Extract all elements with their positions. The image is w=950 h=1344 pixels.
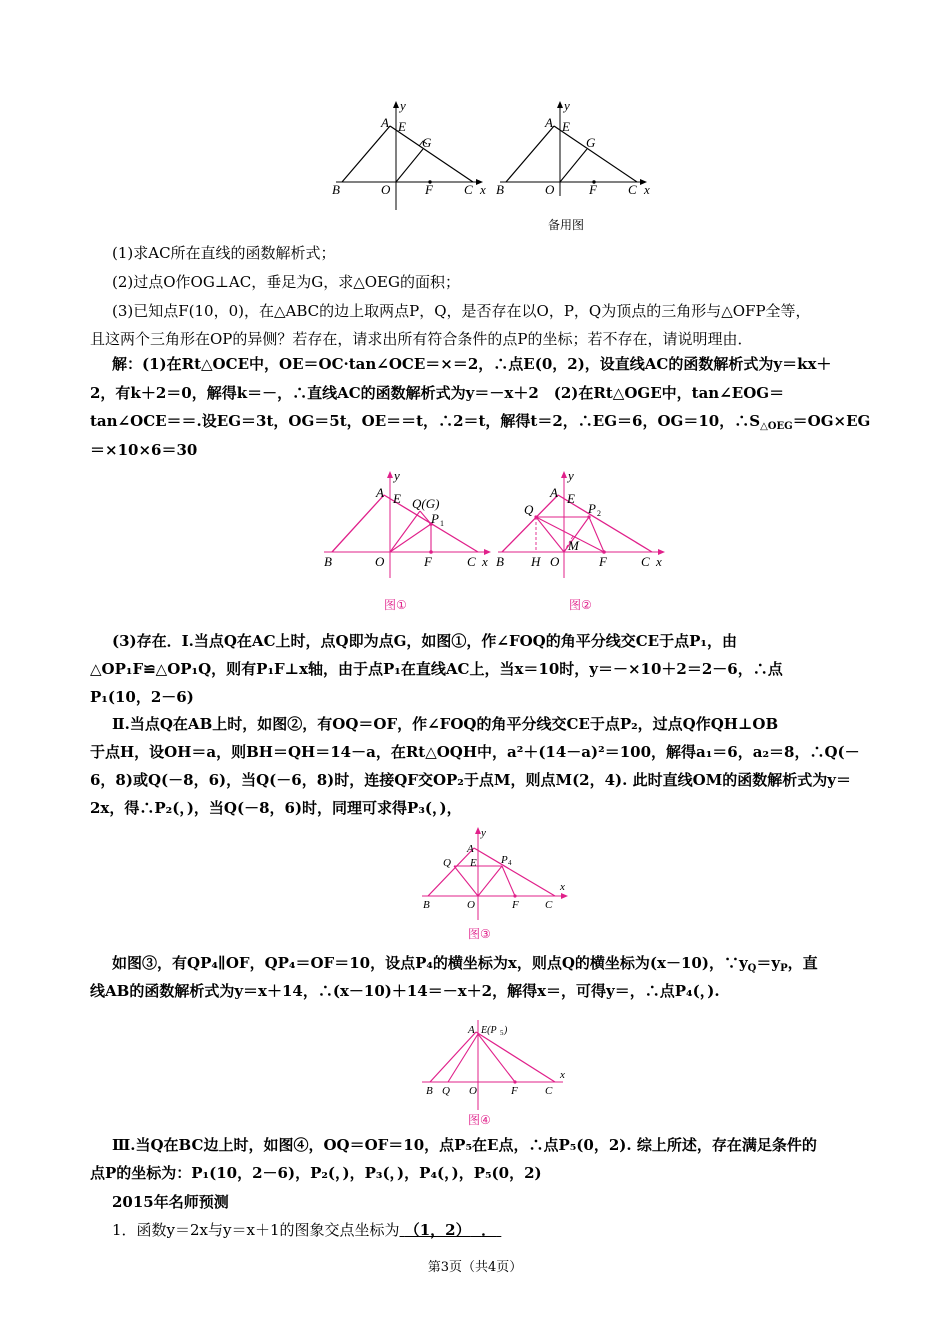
solution-4-line-3: 6，8)或Q(－8，6)，当Q(－6，8)时，连接QF交OP₂于点M，则点M(2，4). 此时直线OM的函数解析式为y＝ [90, 771, 851, 789]
label-A: A [381, 115, 389, 130]
label-F: F [425, 182, 433, 197]
solution-3-line-1: (3)存在．Ⅰ.当点Q在AC上时，点Q即为点G，如图①，作∠FOQ的角平分线交CE于点P₁，由 [112, 632, 737, 650]
question-2: (2)过点O作OG⊥AC，垂足为G，求△OEG的面积； [112, 273, 460, 291]
solution-5-line-1-end: ，直 [787, 954, 818, 972]
label-x: x [560, 881, 565, 893]
solution-1-line-1: 解：(1)在Rt△OCE中，OE＝OC·tan∠OCE＝×＝2，∴点E(0，2)，设直线AC的函数解析式为y＝kx＋ [112, 355, 832, 373]
solution-5-eq: ＝y [756, 954, 781, 972]
label-B: B [423, 899, 430, 911]
figure-3-caption: 图③ [468, 927, 491, 941]
label-B: B [426, 1085, 433, 1097]
label-O: O [550, 554, 560, 569]
label-M: M [568, 538, 579, 553]
figure-top-right [492, 98, 652, 214]
label-C: C [467, 554, 476, 569]
label-B: B [496, 554, 504, 569]
label-P1: P [431, 511, 439, 526]
label-O: O [467, 899, 475, 911]
question-1: (1)求AC所在直线的函数解析式； [112, 244, 336, 262]
figure-top-caption: 备用图 [548, 218, 585, 232]
subscript-q: Q [747, 963, 757, 974]
label-C: C [545, 1085, 553, 1097]
label-A: A [550, 485, 558, 500]
label-C: C [464, 182, 473, 197]
label-C: C [641, 554, 650, 569]
label-E: E [398, 119, 406, 134]
label-Q: Q [524, 502, 534, 517]
label-Q: Q [443, 857, 451, 869]
label-B: B [496, 182, 504, 197]
label-x: x [560, 1069, 565, 1081]
label-x: x [656, 554, 662, 569]
figure-4 [418, 1016, 573, 1112]
figure-2-caption: 图② [569, 598, 592, 612]
label-F: F [511, 1085, 518, 1097]
prediction-answer [400, 1221, 502, 1239]
label-O: O [381, 182, 391, 197]
label-A: A [376, 485, 384, 500]
figure-2 [492, 468, 672, 580]
label-H: H [531, 554, 541, 569]
figure-top-left [328, 98, 488, 214]
label-E: E [567, 491, 575, 506]
subscript-p: P [780, 963, 788, 974]
solution-6-line-2: 点P的坐标为：P₁(10，2－6)，P₂(，)，P₃(，)，P₄(，)，P₅(0，2) [90, 1164, 542, 1182]
label-A: A [467, 843, 474, 855]
label-B: B [332, 182, 340, 197]
solution-1-line-3 [90, 411, 871, 437]
label-G: G [586, 135, 596, 150]
subscript-oeg: △OEG [760, 421, 793, 432]
label-F: F [424, 554, 432, 569]
label-P4-sub: 4 [508, 859, 512, 867]
label-x: x [480, 182, 486, 197]
solution-1-line-3-end: ＝OG×EG [792, 412, 871, 430]
figure-3 [418, 826, 573, 922]
label-P1-sub: 1 [440, 519, 444, 528]
solution-5-line-1 [112, 953, 884, 979]
label-y: y [394, 468, 400, 483]
solution-6-line-1: Ⅲ.当Q在BC边上时，如图④，OQ＝OF＝10，点P₅在E点，∴点P₅(0，2). 综上所述，存在满足条件的 [112, 1136, 817, 1154]
solution-4-line-4: 2x，得∴P₂(，)，当Q(－8，6)时，同理可求得P₃(，)， [90, 799, 462, 817]
solution-4-line-1: Ⅱ.当点Q在AB上时，如图②，有OQ＝OF，作∠FOQ的角平分线交CE于点P₂，过点Q作QH⊥OB [112, 715, 779, 733]
label-E: E [470, 857, 477, 869]
label-A: A [545, 115, 553, 130]
label-C: C [628, 182, 637, 197]
label-P2-sub: 2 [597, 509, 601, 518]
solution-3-line-3: P₁(10，2－6) [90, 688, 194, 706]
solution-1-line-2: 2，有k＋2＝0，解得k＝－，∴直线AC的函数解析式为y＝－x＋2 (2)在Rt△OGE中，tan∠EOG＝ [90, 384, 785, 402]
label-E-P5: E(P [481, 1025, 497, 1036]
solution-5-line-1-text: 如图③，有QP₄∥OF，QP₄＝OF＝10，设点P₄的横坐标为x，则点Q的横坐标为(x－10)，∵y [112, 954, 748, 972]
prediction-answer-value: （1，2） [404, 1221, 471, 1239]
label-C: C [545, 899, 553, 911]
label-F: F [599, 554, 607, 569]
label-QG: Q(G) [412, 496, 440, 511]
solution-4-line-2: 于点H，设OH＝a，则BH＝QH＝14－a，在Rt△OQH中，a²＋(14－a)²＝100，解得a₁＝6，a₂＝8，∴Q(－ [90, 743, 860, 761]
page-footer: 第3页（共4页） [427, 1260, 523, 1275]
label-x: x [482, 554, 488, 569]
label-E: E [562, 119, 570, 134]
label-y: y [568, 468, 574, 483]
figure-1 [318, 468, 498, 580]
label-B: B [324, 554, 332, 569]
question-3-line-2: 且这两个三角形在OP的异侧？若存在，请求出所有符合条件的点P的坐标；若不存在，请说明理由． [90, 330, 753, 348]
label-y: y [400, 98, 406, 113]
prediction-question-1-text: 1．函数y＝2x与y＝x＋1的图象交点坐标为 [112, 1221, 400, 1239]
label-O: O [545, 182, 555, 197]
label-G: G [422, 135, 432, 150]
solution-1-line-3-text: tan∠OCE＝＝.设EG＝3t，OG＝5t，OE＝＝t，∴2＝t，解得t＝2，∴EG＝6，OG＝10，∴S [90, 412, 761, 430]
label-A: A [468, 1024, 475, 1036]
prediction-heading: 2015年名师预测 [112, 1193, 229, 1211]
label-x: x [644, 182, 650, 197]
solution-3-line-2: △OP₁F≌△OP₁Q，则有P₁F⊥x轴，由于点P₁在直线AC上，当x＝10时，y＝－×10＋2＝2－6，∴点 [90, 660, 783, 678]
solution-1-line-4: ＝×10×6＝30 [90, 441, 198, 459]
label-F: F [589, 182, 597, 197]
label-close-paren: ) [504, 1025, 508, 1036]
question-3-line-1: (3)已知点F(10，0)，在△ABC的边上取两点P，Q，是否存在以O，P，Q为顶点的三角形与△OFP全等， [112, 302, 811, 320]
label-F: F [512, 899, 519, 911]
prediction-answer-end: ． [481, 1221, 497, 1239]
label-P5-sub: 5 [500, 1029, 504, 1037]
solution-5-line-2: 线AB的函数解析式为y＝x＋14，∴(x－10)＋14＝－x＋2，解得x＝，可得y＝，∴点P₄(，). [90, 982, 720, 1000]
label-E: E [393, 491, 401, 506]
label-P4: P [501, 854, 508, 866]
label-O: O [375, 554, 385, 569]
figure-1-caption: 图① [384, 598, 407, 612]
label-P2: P [588, 501, 596, 516]
label-y: y [481, 827, 486, 839]
label-O: O [469, 1085, 477, 1097]
prediction-question-1 [112, 1220, 884, 1240]
label-Q: Q [442, 1085, 450, 1097]
label-y: y [564, 98, 570, 113]
figure-4-caption: 图④ [468, 1113, 491, 1127]
